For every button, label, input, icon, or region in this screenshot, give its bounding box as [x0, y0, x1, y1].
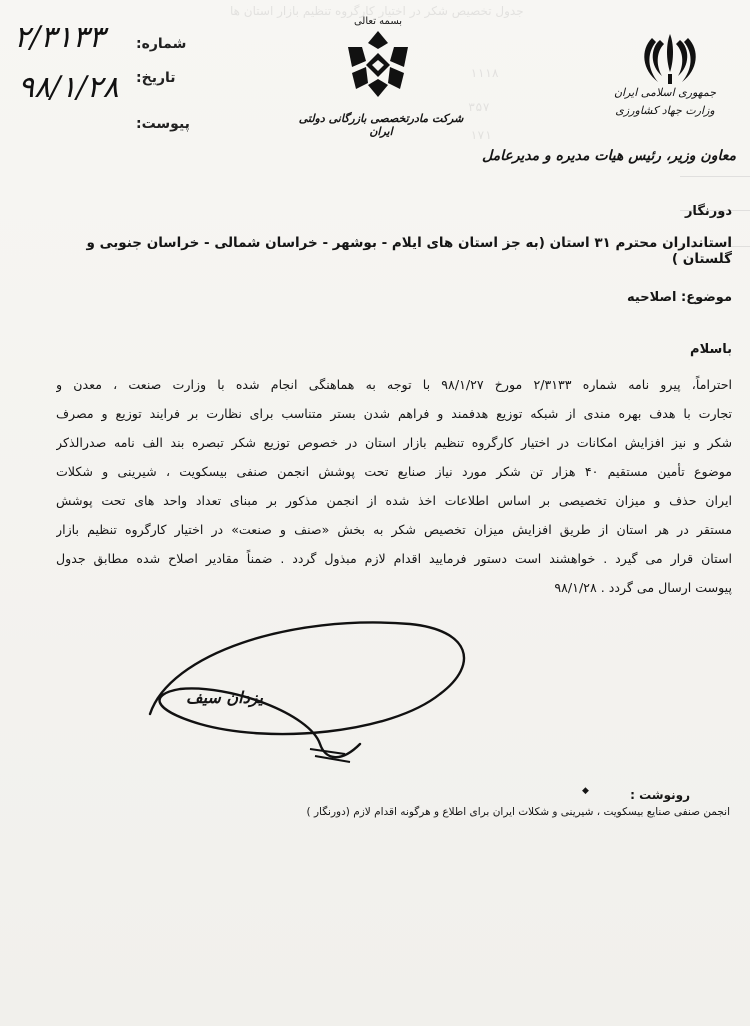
signatory-name: یزدان سیف — [186, 688, 263, 707]
company-name: شرکت مادرتخصصی بازرگانی دولتی ایران — [298, 112, 464, 138]
company-top-text: بسمه تعالی — [353, 16, 403, 27]
handwritten-number: ۲/۳۱۳۳ — [14, 20, 105, 55]
body-line: شکر و نیز افزایش امکانات در اختیار کارگروه تنظیم بازار استان در خصوص توزیع شکر تبصره بند الف نامه صدرالذکر — [56, 435, 732, 450]
cc-bullet-icon: ◆ — [582, 786, 589, 796]
signature-scribble — [110, 594, 490, 774]
body-line: احتراماً، پیرو نامه شماره ۲/۳۱۳۳ مورخ ۹۸/۱/۲۷ با توجه به هماهنگی انجام شده با وزارت صنعت ، معدن و — [56, 377, 732, 392]
body-line: تجارت با هدف بهره مندی از شبکه توزیع هدفمند و فراهم شدن بستر متناسب برای نظارت بر فرایند توزیع و مصرف — [56, 406, 732, 421]
company-logo — [332, 16, 424, 103]
bleed-through-value: ۱۷۱ — [470, 128, 492, 142]
recipients: استانداران محترم ۳۱ استان (به جز استان های ایلام - بوشهر - خراسان شمالی - خراسان جنوبی و گلستان ) — [86, 235, 732, 267]
body-line: موضوع تأمین مستقیم ۴۰ هزار تن شکر مورد نیاز صنایع تحت پوشش انجمن صنفی بیسکویت ، شیرینی و شکلات — [56, 464, 732, 479]
republic-text: جمهوری اسلامی ایران — [613, 86, 717, 99]
subject: موضوع: اصلاحیه — [627, 290, 732, 305]
deputy-title: معاون وزیر، رئیس هیات مدیره و مدیرعامل — [481, 148, 736, 164]
date-label: تاریخ: — [136, 70, 176, 86]
cc-item: انجمن صنفی صنایع بیسکویت ، شیرینی و شکلات ایران برای اطلاع و هرگونه اقدام لازم (دورنگار ) — [306, 806, 730, 818]
cc-title: رونوشت : — [630, 788, 690, 802]
body-line: ایران حذف و میزان تخصیصی بر اساس اطلاعات اخذ شده از انجمن مذکور بر مبنای تعداد واحد های تحت پوشش — [56, 493, 732, 508]
delivery-method: دورنگار — [684, 204, 732, 219]
bleed-through-text: جدول تخصیص شکر در اختیار کارگروه تنظیم بازار استان ها — [230, 4, 524, 18]
bleed-through-value: ۳۵۷ — [468, 100, 490, 114]
letter-body — [56, 370, 732, 602]
attachment-label: پیوست: — [136, 116, 190, 132]
handwritten-date: ۹۸/۱/۲۸ — [18, 70, 119, 105]
ministry-text: وزارت جهاد کشاورزی — [615, 104, 715, 117]
bleed-through-value: ۱۱۱۸ — [470, 66, 499, 80]
body-line: پیوست ارسال می گردد . ۹۸/۱/۲۸ — [554, 580, 732, 595]
body-line: مستقر در هر استان از طریق افزایش میزان تخصیص شکر به بخش «صنف و صنعت» در اختیار کارگروه تنظیم بازار — [56, 522, 732, 537]
body-line: استان قرار می گیرد . خواهشند است دستور فرمایید اقدام لازم مبذول گردد . ضمناً مقادیر اصلاح شده مطابق جدول — [56, 551, 732, 566]
bleed-through-line — [680, 176, 750, 177]
number-label: شماره: — [136, 36, 187, 52]
greeting: باسلام — [690, 342, 732, 357]
iran-emblem-icon — [638, 30, 702, 86]
company-emblem-icon — [338, 27, 418, 99]
